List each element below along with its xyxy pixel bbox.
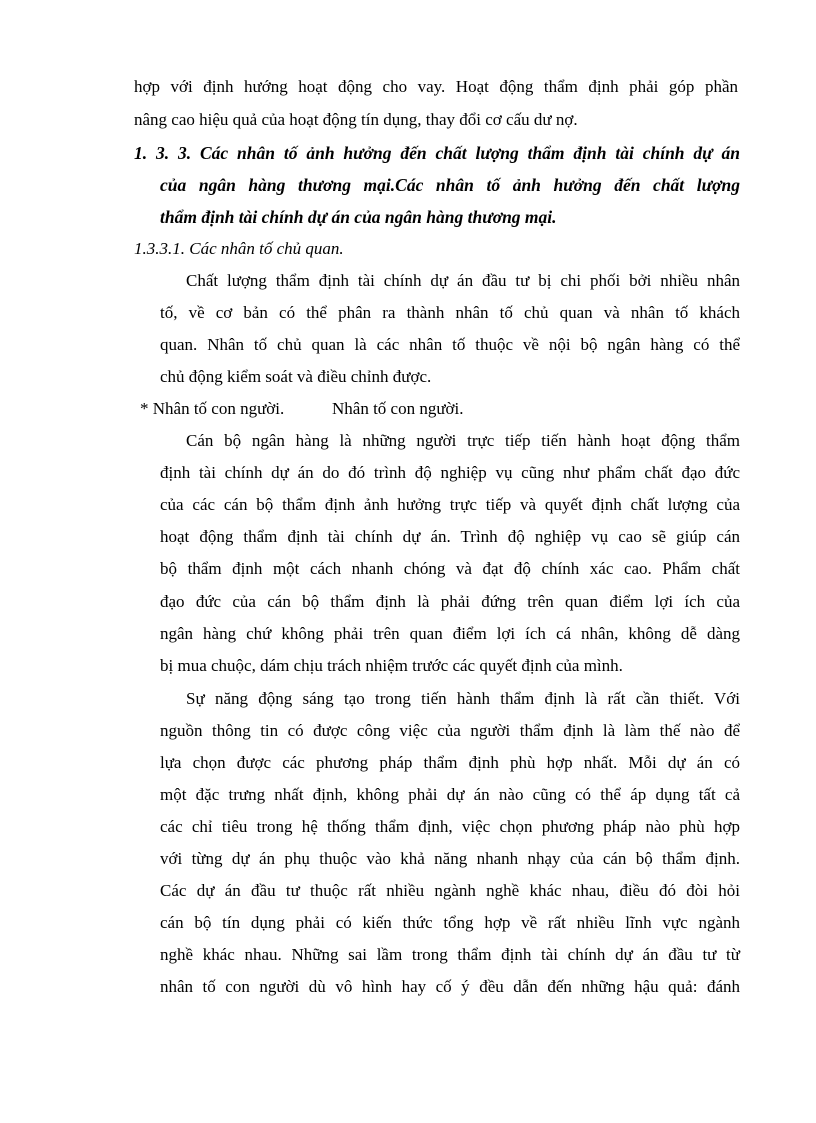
para2-line-2: định tài chính dự án do đó trình độ nghiệp vụ cũng như phẩm chất đạo đức (160, 463, 740, 482)
para3-line-3: lựa chọn được các phương pháp thẩm định phù hợp nhất. Mỗi dự án có (160, 753, 740, 772)
para2-line-5: bộ thẩm định một cách nhanh chóng và đạt độ chính xác cao. Phẩm chất (160, 559, 740, 578)
para3-line-9: nghề khác nhau. Những sai lầm trong thẩm định tài chính dự án đầu tư từ (160, 945, 740, 964)
para3-line-1: Sự năng động sáng tạo trong tiến hành thẩm định là rất cần thiết. Với (186, 689, 740, 708)
para3-line-4: một đặc trưng nhất định, không phải dự án nào cũng có thể áp dụng tất cả (160, 785, 740, 804)
para3-line-2: nguồn thông tin có được công việc của người thẩm định là làm thế nào để (160, 721, 740, 740)
bullet-heading-repeat: Nhân tố con người. (332, 399, 464, 418)
subsection-heading: 1.3.3.1. Các nhân tố chủ quan. (134, 239, 344, 258)
para2-line-6: đạo đức của cán bộ thẩm định là phải đứng trên quan điểm lợi ích của (160, 592, 740, 611)
para2-line-3: của các cán bộ thẩm định ảnh hưởng trực tiếp và quyết định chất lượng của (160, 495, 740, 514)
para2-line-1: Cán bộ ngân hàng là những người trực tiếp tiến hành hoạt động thẩm (186, 431, 740, 450)
para1-line-4: chủ động kiểm soát và điều chỉnh được. (160, 367, 432, 386)
para2-line-4: hoạt động thẩm định tài chính dự án. Trình độ nghiệp vụ cao sẽ giúp cán (160, 527, 740, 546)
para3-line-6: với từng dự án phụ thuộc vào khả năng nhanh nhạy của cán bộ thẩm định. (160, 849, 740, 868)
intro-line-1: hợp với định hướng hoạt động cho vay. Hoạt động thẩm định phải góp phần (134, 77, 738, 96)
para3-line-8: cán bộ tín dụng phải có kiến thức tổng hợp về rất nhiều lĩnh vực ngành (160, 913, 740, 932)
para2-line-7: ngân hàng chứ không phải trên quan điểm lợi ích cá nhân, không dễ dàng (160, 624, 740, 643)
para1-line-2: tố, về cơ bản có thể phân ra thành nhân tố chủ quan và nhân tố khách (160, 303, 740, 322)
para3-line-5: các chỉ tiêu trong hệ thống thẩm định, việc chọn phương pháp nào phù hợp (160, 817, 740, 836)
para3-line-7: Các dự án đầu tư thuộc rất nhiều ngành nghề khác nhau, điều đó đòi hỏi (160, 881, 740, 900)
bullet-heading: * Nhân tố con người. (140, 399, 285, 418)
section-heading-line-2: của ngân hàng thương mại.Các nhân tố ảnh hưởng đến chất lượng (160, 175, 740, 195)
para2-line-8: bị mua chuộc, dám chịu trách nhiệm trước các quyết định của mình. (160, 656, 623, 675)
section-heading-line-3: thẩm định tài chính dự án của ngân hàng thương mại. (160, 207, 557, 227)
para3-line-10: nhân tố con người dù vô hình hay cố ý đều dẫn đến những hậu quả: đánh (160, 977, 740, 996)
para1-line-1: Chất lượng thẩm định tài chính dự án đầu tư bị chi phối bởi nhiều nhân (186, 271, 740, 290)
para1-line-3: quan. Nhân tố chủ quan là các nhân tố thuộc về nội bộ ngân hàng có thể (160, 335, 740, 354)
intro-line-2: nâng cao hiệu quả của hoạt động tín dụng, thay đổi cơ cấu dư nợ. (134, 110, 578, 129)
section-heading-line-1: 1. 3. 3. Các nhân tố ảnh hưởng đến chất lượng thẩm định tài chính dự án (134, 143, 740, 163)
